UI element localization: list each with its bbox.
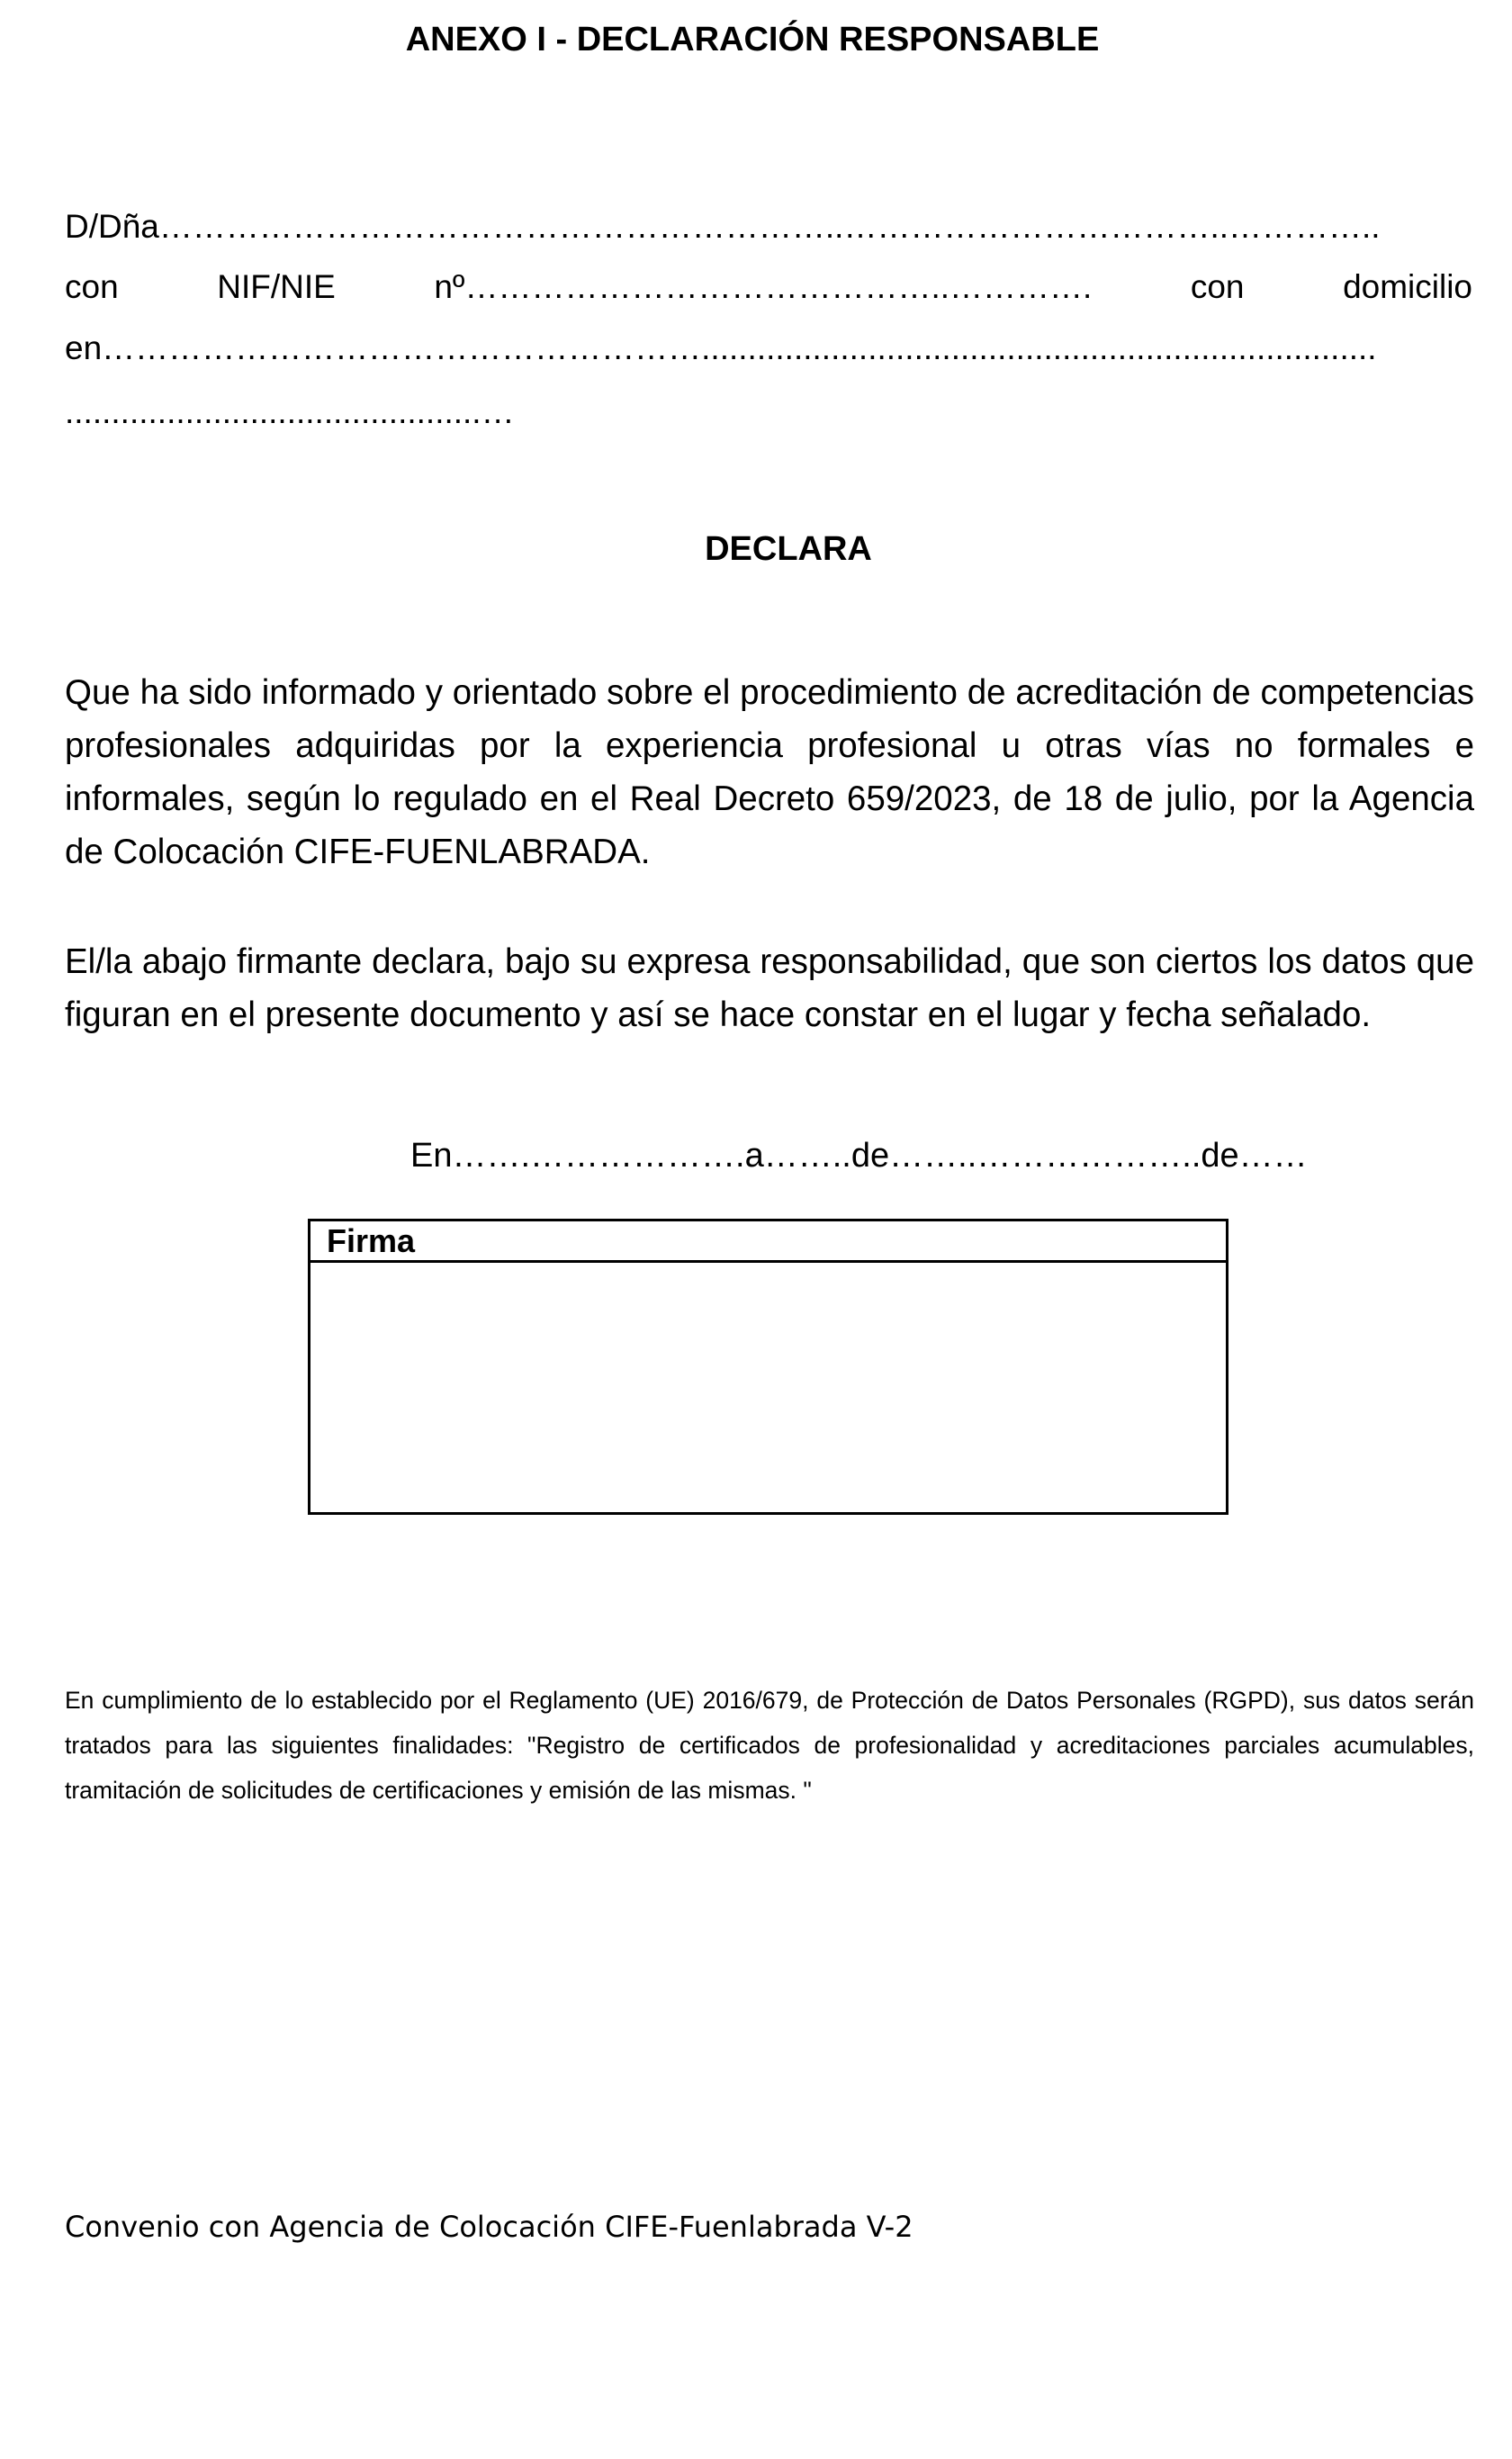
place-en-label: En xyxy=(410,1137,453,1175)
name-label: D/Dña xyxy=(65,208,159,245)
place-date-line[interactable] xyxy=(410,1136,1308,1175)
month-de-label: de xyxy=(850,1137,890,1175)
year-dots: …… xyxy=(1238,1137,1308,1175)
address-field[interactable] xyxy=(65,329,1474,368)
nif-label: NIF/NIE xyxy=(217,268,336,305)
paragraph-information: Que ha sido informado y orientado sobre el procedimiento de acreditación de competencias profesionales adquiridas por la experiencia profesional u otras vías no formales e informales, según lo regulado en el Real Decreto 659/2023, de 18 de julio, por la Agencia de Colocación CIFE-FUENLABRADA. xyxy=(65,673,1474,871)
signature-box[interactable] xyxy=(308,1219,1228,1515)
en-label: en xyxy=(65,329,103,366)
name-field[interactable] xyxy=(65,207,1381,247)
en-dots: ………………………………………………......................................................................... xyxy=(102,329,1377,366)
address-extra-dots: .............................................… xyxy=(65,393,515,430)
day-a-label: a xyxy=(744,1137,764,1175)
day-dots: …….. xyxy=(763,1137,851,1175)
domicile-label: domicilio xyxy=(1343,268,1472,305)
nif-field[interactable] xyxy=(434,267,1092,307)
paragraph-declaration: El/la abajo firmante declara, bajo su expresa responsabilidad, que son ciertos los datos que figuran en el presente documento y así se hace constar en el lugar y fecha señalado. xyxy=(65,942,1474,1034)
name-dots: ……………………………………………………..……………………………..………….. xyxy=(158,208,1381,245)
place-dots: …….………………. xyxy=(452,1137,745,1175)
domicile-con-word: con xyxy=(1190,268,1245,305)
page-footer: Convenio con Agencia de Colocación CIFE-Fuenlabrada V-2 xyxy=(65,2210,914,2244)
signature-label: Firma xyxy=(310,1221,1226,1263)
month-dots: ……..……………….. xyxy=(889,1137,1202,1175)
year-de-label: de xyxy=(1201,1137,1239,1175)
declara-heading: DECLARA xyxy=(705,530,872,568)
address-extra-field[interactable] xyxy=(65,392,515,432)
nif-dots: ……………………………………..…………. xyxy=(464,268,1093,305)
privacy-notice: En cumplimiento de lo establecido por el Reglamento (UE) 2016/679, de Protección de Datos Personales (RGPD), sus datos serán tratados para las siguientes finalidades: "Registro de certificados de profesionalidad y acreditaciones parciales acumulables, tramitación de solicitudes de certificaciones y emisión de las mismas. " xyxy=(65,1687,1474,1804)
nif-domicile-row xyxy=(65,267,1472,307)
document-title: ANEXO I - DECLARACIÓN RESPONSABLE xyxy=(405,21,1100,59)
nif-no-label: nº xyxy=(434,268,465,305)
nif-con-word: con xyxy=(65,268,119,305)
